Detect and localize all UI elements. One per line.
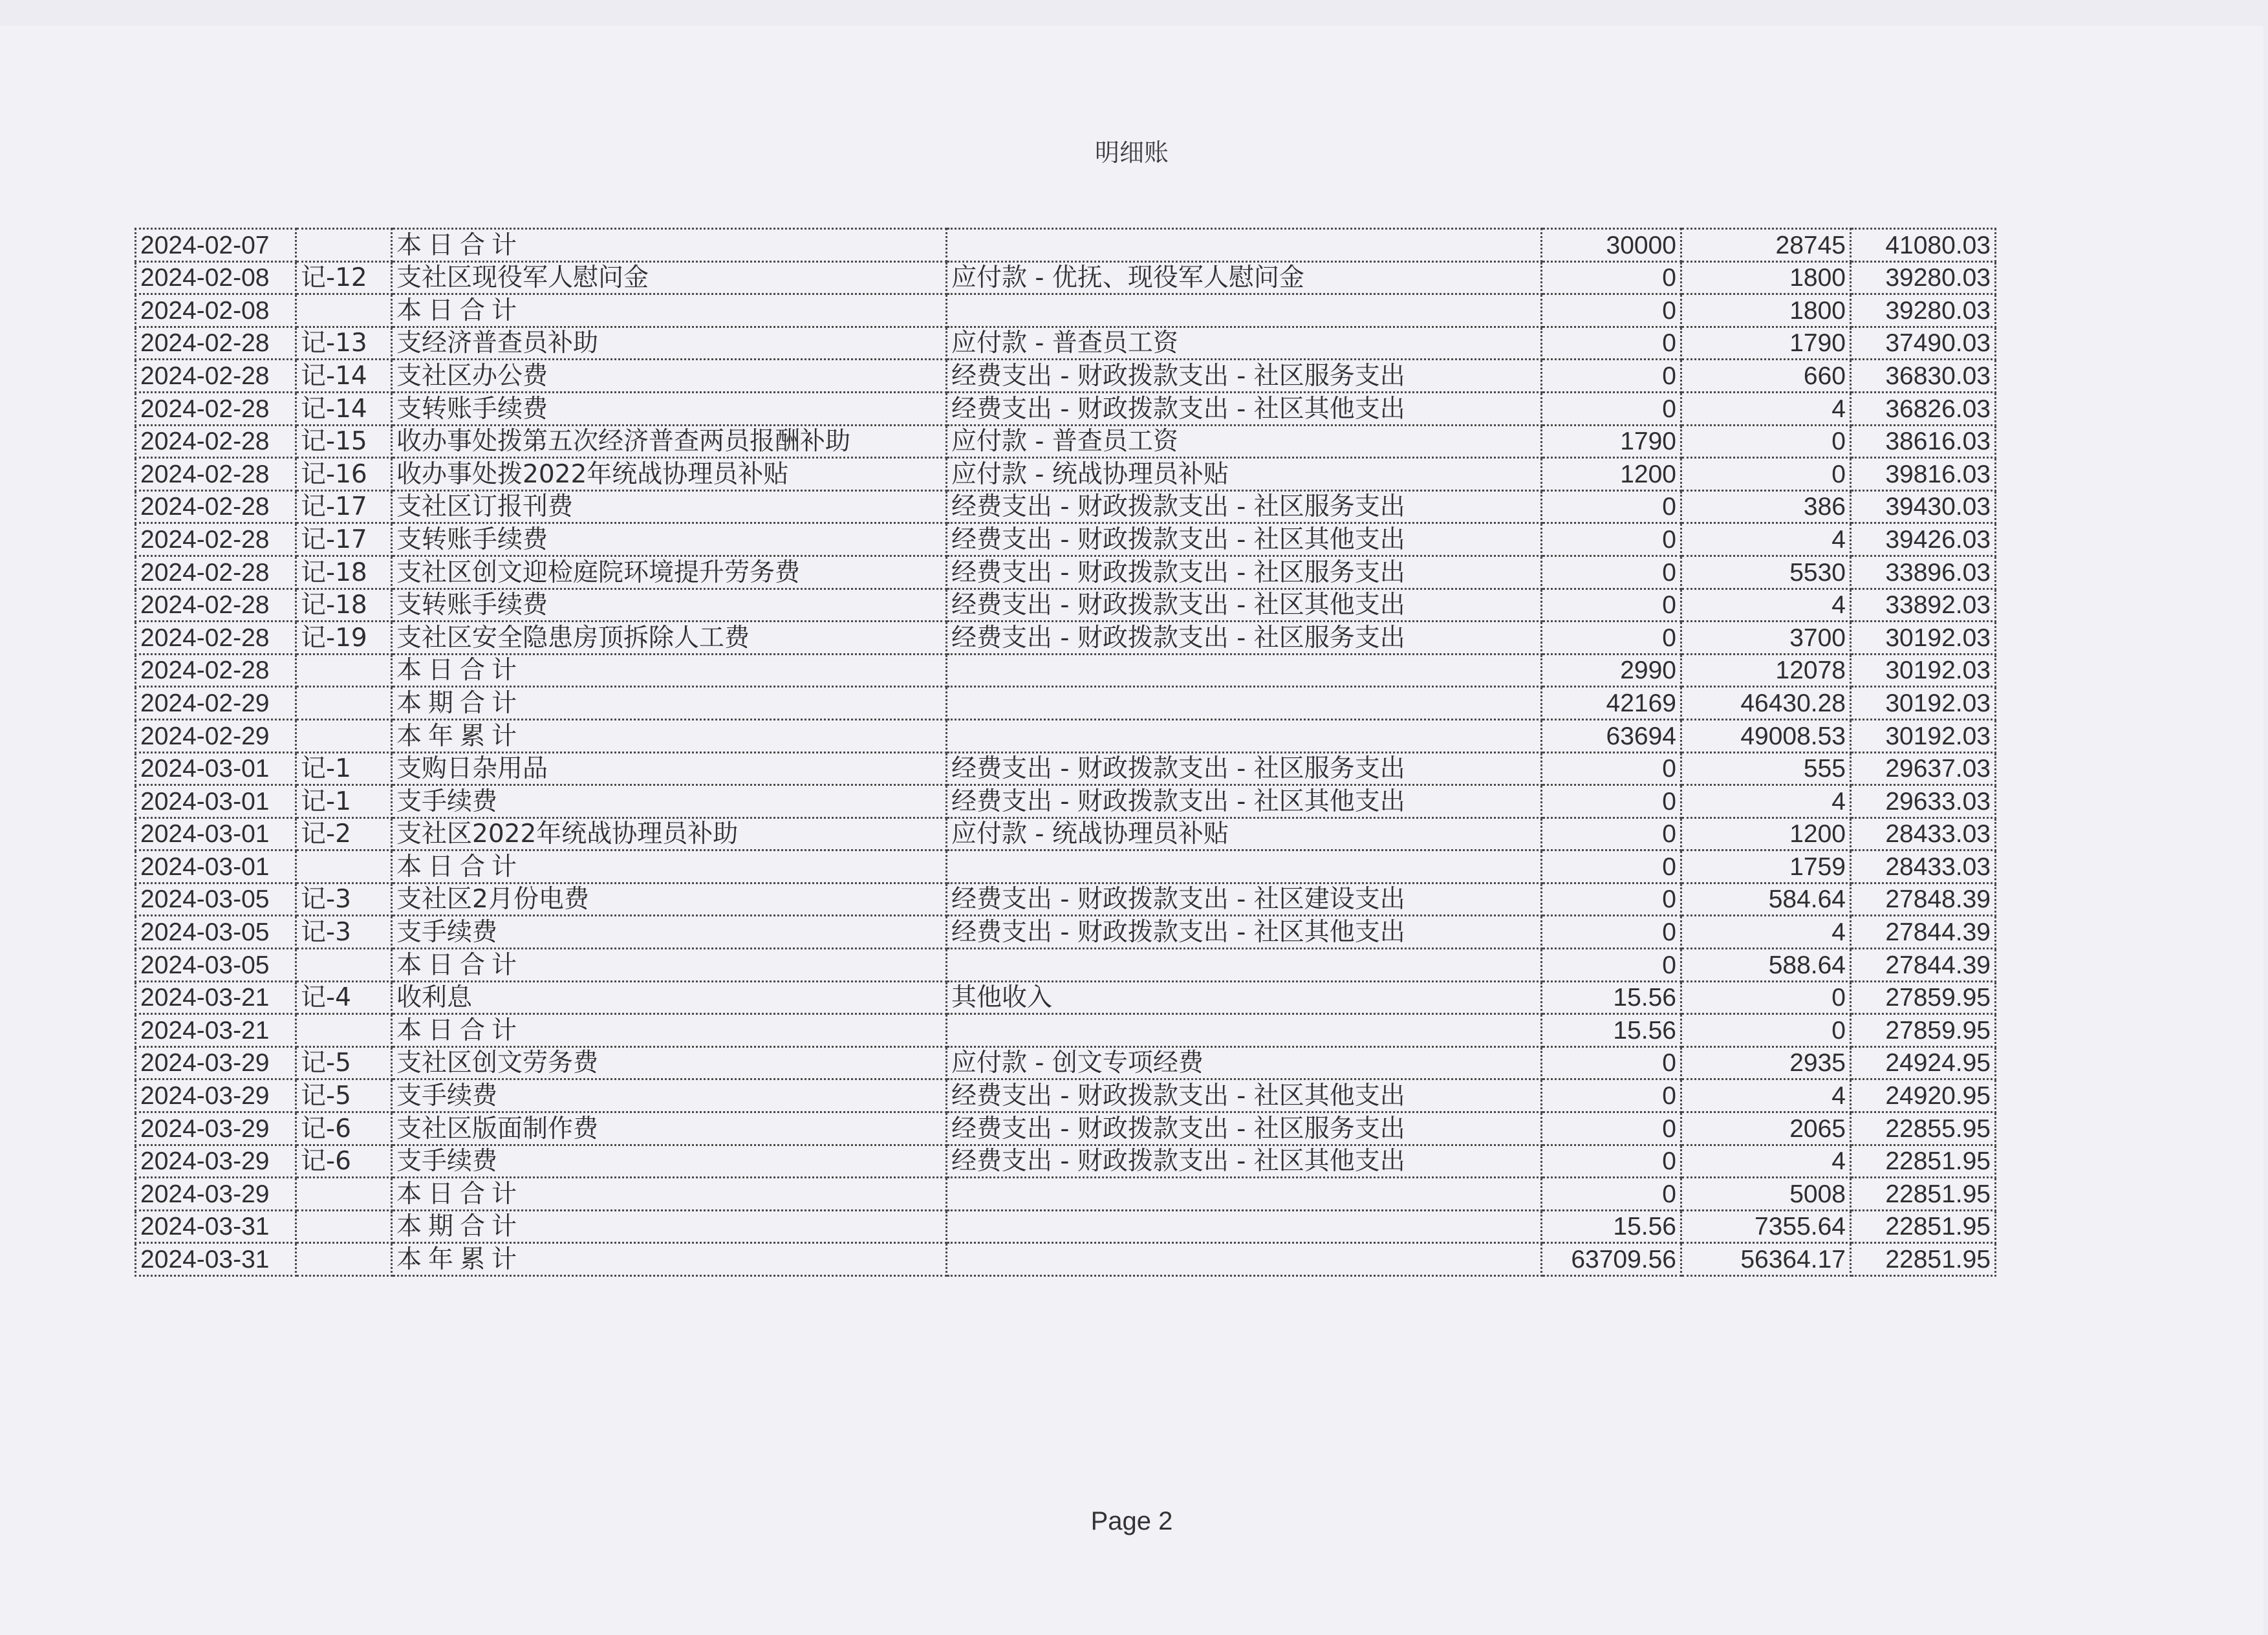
cell-voucher: 记-3 xyxy=(296,883,392,916)
cell-credit: 4 xyxy=(1681,785,1851,818)
page-number: Page 2 xyxy=(1090,1507,1173,1535)
cell-balance: 27848.39 xyxy=(1851,883,1996,916)
cell-debit: 1790 xyxy=(1542,425,1681,458)
cell-account: 经费支出 - 财政拨款支出 - 社区服务支出 xyxy=(947,360,1542,393)
cell-account: 经费支出 - 财政拨款支出 - 社区其他支出 xyxy=(947,916,1542,949)
table-row xyxy=(136,523,1996,556)
cell-debit: 15.56 xyxy=(1542,981,1681,1014)
cell-credit: 4 xyxy=(1681,1079,1851,1112)
table-row xyxy=(136,752,1996,785)
cell-debit: 0 xyxy=(1542,589,1681,622)
ledger-table xyxy=(135,228,1996,1277)
table-row xyxy=(136,327,1996,360)
table-row xyxy=(136,1112,1996,1145)
cell-debit: 0 xyxy=(1542,490,1681,523)
cell-debit: 0 xyxy=(1542,785,1681,818)
cell-balance: 29633.03 xyxy=(1851,785,1996,818)
cell-date: 2024-03-29 xyxy=(136,1079,296,1112)
table-row xyxy=(136,490,1996,523)
cell-balance: 37490.03 xyxy=(1851,327,1996,360)
cell-voucher: 记-17 xyxy=(296,490,392,523)
cell-credit: 56364.17 xyxy=(1681,1243,1851,1276)
cell-account: 经费支出 - 财政拨款支出 - 社区其他支出 xyxy=(947,523,1542,556)
cell-credit: 46430.28 xyxy=(1681,687,1851,720)
table-row xyxy=(136,425,1996,458)
cell-debit: 0 xyxy=(1542,1112,1681,1145)
cell-voucher xyxy=(296,719,392,752)
cell-balance: 27844.39 xyxy=(1851,949,1996,982)
cell-credit: 660 xyxy=(1681,360,1851,393)
cell-date: 2024-03-01 xyxy=(136,817,296,850)
cell-account xyxy=(947,850,1542,883)
cell-account: 经费支出 - 财政拨款支出 - 社区其他支出 xyxy=(947,392,1542,425)
cell-date: 2024-03-05 xyxy=(136,916,296,949)
cell-debit: 0 xyxy=(1542,1079,1681,1112)
cell-date: 2024-03-31 xyxy=(136,1243,296,1276)
cell-debit: 0 xyxy=(1542,949,1681,982)
cell-summary: 支社区现役军人慰问金 xyxy=(392,261,947,294)
cell-summary: 本日合计 xyxy=(392,850,947,883)
cell-voucher: 记-13 xyxy=(296,327,392,360)
cell-date: 2024-02-28 xyxy=(136,327,296,360)
cell-balance: 30192.03 xyxy=(1851,622,1996,655)
cell-voucher xyxy=(296,1014,392,1047)
cell-debit: 0 xyxy=(1542,916,1681,949)
cell-voucher xyxy=(296,1210,392,1243)
cell-account xyxy=(947,654,1542,687)
cell-account: 应付款 - 创文专项经费 xyxy=(947,1046,1542,1079)
cell-date: 2024-03-05 xyxy=(136,949,296,982)
cell-summary: 支购日杂用品 xyxy=(392,752,947,785)
cell-summary: 支社区2月份电费 xyxy=(392,883,947,916)
table-row xyxy=(136,1210,1996,1243)
cell-account: 应付款 - 统战协理员补贴 xyxy=(947,458,1542,491)
cell-balance: 30192.03 xyxy=(1851,654,1996,687)
cell-date: 2024-02-07 xyxy=(136,229,296,262)
cell-account xyxy=(947,719,1542,752)
cell-summary: 本日合计 xyxy=(392,229,947,262)
cell-account: 经费支出 - 财政拨款支出 - 社区服务支出 xyxy=(947,752,1542,785)
cell-date: 2024-03-29 xyxy=(136,1145,296,1178)
cell-account xyxy=(947,687,1542,720)
cell-voucher xyxy=(296,687,392,720)
cell-balance: 22855.95 xyxy=(1851,1112,1996,1145)
cell-credit: 4 xyxy=(1681,916,1851,949)
cell-debit: 0 xyxy=(1542,327,1681,360)
cell-summary: 支社区创文劳务费 xyxy=(392,1046,947,1079)
cell-date: 2024-03-05 xyxy=(136,883,296,916)
cell-date: 2024-03-31 xyxy=(136,1210,296,1243)
cell-balance: 33892.03 xyxy=(1851,589,1996,622)
cell-credit: 1790 xyxy=(1681,327,1851,360)
cell-voucher: 记-2 xyxy=(296,817,392,850)
cell-balance: 36826.03 xyxy=(1851,392,1996,425)
table-row xyxy=(136,850,1996,883)
cell-account: 应付款 - 普查员工资 xyxy=(947,425,1542,458)
cell-summary: 支社区安全隐患房顶拆除人工费 xyxy=(392,622,947,655)
cell-summary: 支社区2022年统战协理员补助 xyxy=(392,817,947,850)
cell-balance: 39426.03 xyxy=(1851,523,1996,556)
cell-date: 2024-02-28 xyxy=(136,425,296,458)
cell-balance: 22851.95 xyxy=(1851,1210,1996,1243)
cell-voucher xyxy=(296,294,392,327)
cell-credit: 0 xyxy=(1681,425,1851,458)
cell-voucher: 记-5 xyxy=(296,1046,392,1079)
table-row xyxy=(136,817,1996,850)
cell-balance: 39280.03 xyxy=(1851,261,1996,294)
cell-credit: 0 xyxy=(1681,981,1851,1014)
table-row xyxy=(136,1046,1996,1079)
cell-date: 2024-02-29 xyxy=(136,719,296,752)
table-row xyxy=(136,785,1996,818)
cell-balance: 28433.03 xyxy=(1851,850,1996,883)
cell-date: 2024-03-29 xyxy=(136,1046,296,1079)
cell-debit: 0 xyxy=(1542,261,1681,294)
cell-voucher xyxy=(296,1243,392,1276)
table-row xyxy=(136,229,1996,262)
cell-balance: 38616.03 xyxy=(1851,425,1996,458)
cell-date: 2024-02-08 xyxy=(136,294,296,327)
cell-voucher: 记-1 xyxy=(296,785,392,818)
cell-summary: 本日合计 xyxy=(392,294,947,327)
cell-balance: 41080.03 xyxy=(1851,229,1996,262)
cell-balance: 28433.03 xyxy=(1851,817,1996,850)
cell-balance: 27844.39 xyxy=(1851,916,1996,949)
cell-summary: 支手续费 xyxy=(392,1145,947,1178)
cell-summary: 本日合计 xyxy=(392,1014,947,1047)
cell-balance: 22851.95 xyxy=(1851,1243,1996,1276)
cell-debit: 0 xyxy=(1542,360,1681,393)
cell-summary: 本期合计 xyxy=(392,687,947,720)
cell-debit: 2990 xyxy=(1542,654,1681,687)
cell-credit: 7355.64 xyxy=(1681,1210,1851,1243)
cell-debit: 0 xyxy=(1542,1145,1681,1178)
cell-credit: 5530 xyxy=(1681,556,1851,589)
table-row xyxy=(136,294,1996,327)
cell-account xyxy=(947,229,1542,262)
cell-debit: 0 xyxy=(1542,850,1681,883)
cell-summary: 收办事处拨第五次经济普查两员报酬补助 xyxy=(392,425,947,458)
cell-summary: 收办事处拨2022年统战协理员补贴 xyxy=(392,458,947,491)
cell-debit: 0 xyxy=(1542,817,1681,850)
cell-debit: 0 xyxy=(1542,392,1681,425)
cell-voucher xyxy=(296,1178,392,1211)
cell-account: 经费支出 - 财政拨款支出 - 社区服务支出 xyxy=(947,490,1542,523)
cell-voucher: 记-18 xyxy=(296,589,392,622)
cell-account xyxy=(947,1178,1542,1211)
cell-credit: 1800 xyxy=(1681,294,1851,327)
cell-account xyxy=(947,1243,1542,1276)
cell-summary: 支经济普查员补助 xyxy=(392,327,947,360)
cell-voucher: 记-14 xyxy=(296,392,392,425)
cell-debit: 0 xyxy=(1542,752,1681,785)
cell-credit: 1200 xyxy=(1681,817,1851,850)
cell-summary: 支社区订报刊费 xyxy=(392,490,947,523)
cell-date: 2024-02-08 xyxy=(136,261,296,294)
cell-debit: 30000 xyxy=(1542,229,1681,262)
table-row xyxy=(136,1178,1996,1211)
cell-summary: 收利息 xyxy=(392,981,947,1014)
cell-voucher xyxy=(296,229,392,262)
cell-debit: 0 xyxy=(1542,523,1681,556)
cell-voucher: 记-4 xyxy=(296,981,392,1014)
cell-account: 应付款 - 统战协理员补贴 xyxy=(947,817,1542,850)
table-row xyxy=(136,589,1996,622)
cell-credit: 555 xyxy=(1681,752,1851,785)
cell-summary: 本日合计 xyxy=(392,1178,947,1211)
cell-summary: 支手续费 xyxy=(392,785,947,818)
table-row xyxy=(136,949,1996,982)
cell-summary: 支转账手续费 xyxy=(392,392,947,425)
cell-date: 2024-02-28 xyxy=(136,589,296,622)
cell-date: 2024-03-29 xyxy=(136,1112,296,1145)
table-row xyxy=(136,1145,1996,1178)
cell-summary: 支手续费 xyxy=(392,916,947,949)
cell-account xyxy=(947,1014,1542,1047)
cell-balance: 27859.95 xyxy=(1851,981,1996,1014)
cell-balance: 39280.03 xyxy=(1851,294,1996,327)
cell-voucher: 记-19 xyxy=(296,622,392,655)
cell-balance: 27859.95 xyxy=(1851,1014,1996,1047)
table-row xyxy=(136,687,1996,720)
cell-credit: 4 xyxy=(1681,523,1851,556)
cell-account: 经费支出 - 财政拨款支出 - 社区服务支出 xyxy=(947,556,1542,589)
cell-credit: 0 xyxy=(1681,458,1851,491)
cell-date: 2024-02-29 xyxy=(136,687,296,720)
cell-balance: 24924.95 xyxy=(1851,1046,1996,1079)
cell-credit: 1800 xyxy=(1681,261,1851,294)
cell-voucher: 记-6 xyxy=(296,1145,392,1178)
cell-account xyxy=(947,1210,1542,1243)
table-row xyxy=(136,556,1996,589)
cell-date: 2024-03-21 xyxy=(136,981,296,1014)
table-row xyxy=(136,916,1996,949)
cell-voucher: 记-5 xyxy=(296,1079,392,1112)
cell-date: 2024-02-28 xyxy=(136,654,296,687)
cell-credit: 2935 xyxy=(1681,1046,1851,1079)
cell-balance: 24920.95 xyxy=(1851,1079,1996,1112)
cell-debit: 15.56 xyxy=(1542,1014,1681,1047)
cell-balance: 33896.03 xyxy=(1851,556,1996,589)
cell-date: 2024-02-28 xyxy=(136,523,296,556)
cell-account: 其他收入 xyxy=(947,981,1542,1014)
cell-credit: 0 xyxy=(1681,1014,1851,1047)
cell-debit: 0 xyxy=(1542,294,1681,327)
cell-debit: 0 xyxy=(1542,556,1681,589)
cell-date: 2024-03-29 xyxy=(136,1178,296,1211)
cell-account: 经费支出 - 财政拨款支出 - 社区其他支出 xyxy=(947,1079,1542,1112)
cell-summary: 支手续费 xyxy=(392,1079,947,1112)
table-row xyxy=(136,1014,1996,1047)
cell-voucher: 记-3 xyxy=(296,916,392,949)
cell-summary: 支转账手续费 xyxy=(392,589,947,622)
cell-credit: 28745 xyxy=(1681,229,1851,262)
cell-account: 经费支出 - 财政拨款支出 - 社区其他支出 xyxy=(947,785,1542,818)
table-row xyxy=(136,981,1996,1014)
cell-debit: 63694 xyxy=(1542,719,1681,752)
cell-date: 2024-02-28 xyxy=(136,392,296,425)
cell-balance: 29637.03 xyxy=(1851,752,1996,785)
cell-balance: 39816.03 xyxy=(1851,458,1996,491)
cell-credit: 49008.53 xyxy=(1681,719,1851,752)
cell-account: 经费支出 - 财政拨款支出 - 社区其他支出 xyxy=(947,1145,1542,1178)
cell-voucher xyxy=(296,654,392,687)
cell-voucher: 记-16 xyxy=(296,458,392,491)
cell-summary: 支社区版面制作费 xyxy=(392,1112,947,1145)
cell-debit: 0 xyxy=(1542,883,1681,916)
cell-date: 2024-02-28 xyxy=(136,622,296,655)
cell-account: 应付款 - 优抚、现役军人慰问金 xyxy=(947,261,1542,294)
document-page xyxy=(0,26,2263,1635)
cell-credit: 386 xyxy=(1681,490,1851,523)
cell-debit: 15.56 xyxy=(1542,1210,1681,1243)
table-row xyxy=(136,719,1996,752)
cell-summary: 支社区创文迎检庭院环境提升劳务费 xyxy=(392,556,947,589)
cell-credit: 4 xyxy=(1681,1145,1851,1178)
cell-voucher: 记-12 xyxy=(296,261,392,294)
cell-date: 2024-03-01 xyxy=(136,752,296,785)
cell-credit: 12078 xyxy=(1681,654,1851,687)
cell-balance: 39430.03 xyxy=(1851,490,1996,523)
cell-voucher xyxy=(296,850,392,883)
cell-date: 2024-02-28 xyxy=(136,556,296,589)
cell-summary: 本日合计 xyxy=(392,949,947,982)
cell-credit: 1759 xyxy=(1681,850,1851,883)
cell-account: 经费支出 - 财政拨款支出 - 社区建设支出 xyxy=(947,883,1542,916)
document-title: 明细账 xyxy=(1094,138,1169,167)
cell-balance: 30192.03 xyxy=(1851,719,1996,752)
cell-debit: 63709.56 xyxy=(1542,1243,1681,1276)
cell-credit: 588.64 xyxy=(1681,949,1851,982)
cell-voucher: 记-15 xyxy=(296,425,392,458)
cell-credit: 2065 xyxy=(1681,1112,1851,1145)
cell-account: 经费支出 - 财政拨款支出 - 社区服务支出 xyxy=(947,1112,1542,1145)
cell-date: 2024-02-28 xyxy=(136,490,296,523)
cell-voucher: 记-6 xyxy=(296,1112,392,1145)
cell-account: 应付款 - 普查员工资 xyxy=(947,327,1542,360)
cell-account: 经费支出 - 财政拨款支出 - 社区其他支出 xyxy=(947,589,1542,622)
cell-balance: 22851.95 xyxy=(1851,1145,1996,1178)
cell-credit: 3700 xyxy=(1681,622,1851,655)
table-row xyxy=(136,392,1996,425)
table-row xyxy=(136,1243,1996,1276)
cell-debit: 0 xyxy=(1542,1178,1681,1211)
cell-balance: 22851.95 xyxy=(1851,1178,1996,1211)
cell-voucher xyxy=(296,949,392,982)
table-row xyxy=(136,261,1996,294)
table-row xyxy=(136,883,1996,916)
cell-summary: 本年累计 xyxy=(392,719,947,752)
cell-summary: 本期合计 xyxy=(392,1210,947,1243)
cell-credit: 584.64 xyxy=(1681,883,1851,916)
cell-account xyxy=(947,294,1542,327)
cell-balance: 30192.03 xyxy=(1851,687,1996,720)
cell-debit: 42169 xyxy=(1542,687,1681,720)
cell-date: 2024-02-28 xyxy=(136,360,296,393)
cell-summary: 本日合计 xyxy=(392,654,947,687)
table-row xyxy=(136,654,1996,687)
cell-debit: 0 xyxy=(1542,622,1681,655)
cell-credit: 5008 xyxy=(1681,1178,1851,1211)
cell-account: 经费支出 - 财政拨款支出 - 社区服务支出 xyxy=(947,622,1542,655)
cell-balance: 36830.03 xyxy=(1851,360,1996,393)
cell-credit: 4 xyxy=(1681,589,1851,622)
table-row xyxy=(136,458,1996,491)
cell-summary: 支转账手续费 xyxy=(392,523,947,556)
cell-credit: 4 xyxy=(1681,392,1851,425)
cell-debit: 1200 xyxy=(1542,458,1681,491)
table-row xyxy=(136,360,1996,393)
cell-voucher: 记-1 xyxy=(296,752,392,785)
cell-date: 2024-02-28 xyxy=(136,458,296,491)
cell-summary: 支社区办公费 xyxy=(392,360,947,393)
table-row xyxy=(136,622,1996,655)
table-row xyxy=(136,1079,1996,1112)
ledger-body xyxy=(136,229,1996,1276)
cell-summary: 本年累计 xyxy=(392,1243,947,1276)
cell-date: 2024-03-21 xyxy=(136,1014,296,1047)
cell-voucher: 记-17 xyxy=(296,523,392,556)
cell-date: 2024-03-01 xyxy=(136,785,296,818)
cell-debit: 0 xyxy=(1542,1046,1681,1079)
cell-voucher: 记-14 xyxy=(296,360,392,393)
cell-date: 2024-03-01 xyxy=(136,850,296,883)
cell-voucher: 记-18 xyxy=(296,556,392,589)
cell-account xyxy=(947,949,1542,982)
